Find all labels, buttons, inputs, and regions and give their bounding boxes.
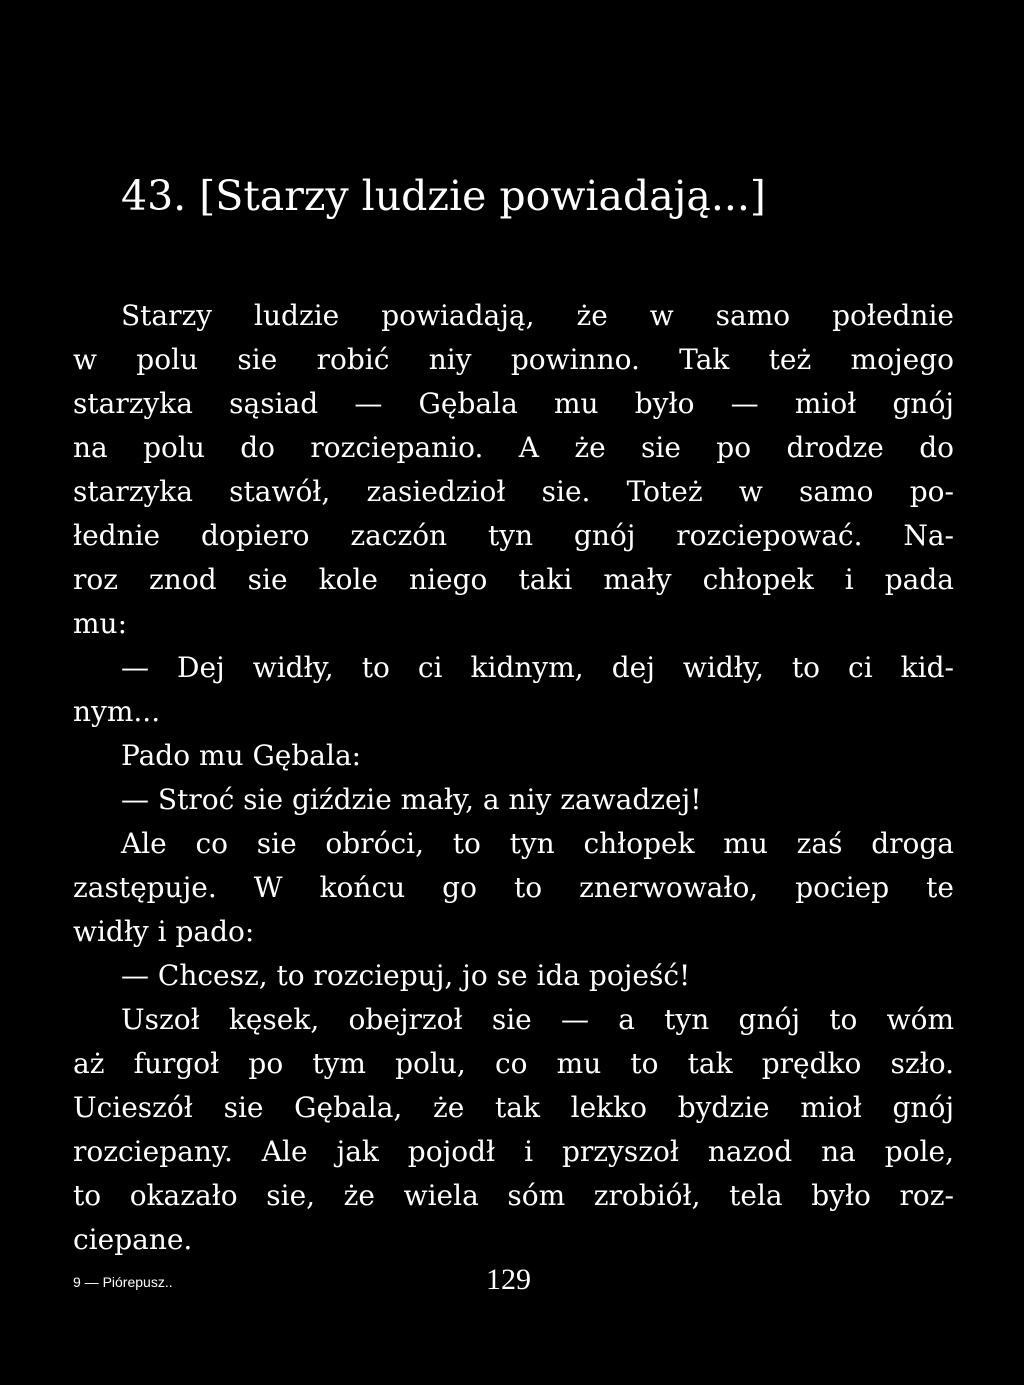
text-line: Pado mu Gębala:: [121, 739, 362, 772]
text-line: widły i pado:: [73, 915, 255, 948]
text-line: starzyka sąsiad — Gębala mu było — mioł gnój: [73, 387, 954, 420]
text-line: ciepane.: [73, 1223, 193, 1256]
text-line: w polu sie robić niy powinno. Tak też mojego: [73, 343, 954, 376]
text-line: roz znod sie kole niego taki mały chłopek i pada: [73, 563, 954, 596]
text-line: aż furgoł po tym polu, co mu to tak prędko szło.: [73, 1047, 954, 1080]
dialogue-line: — Stroć sie giździe mały, a niy zawadzej!: [121, 783, 702, 816]
text-line: Ucieszół sie Gębala, że tak lekko bydzie mioł gnój: [73, 1091, 954, 1124]
text-line: na polu do rozciepanio. A że sie po drodze do: [73, 431, 954, 464]
text-line: Ale co sie obróci, to tyn chłopek mu zaś droga: [121, 827, 954, 860]
text-line: Starzy ludzie powiadają, że w samo połednie: [121, 299, 954, 332]
text-line: to okazało sie, że wiela sóm zrobiół, tela było roz-: [73, 1179, 954, 1212]
page-number: 129: [486, 1263, 531, 1296]
text-line: łednie dopiero zaczón tyn gnój rozciepować. Na-: [73, 519, 954, 552]
text-line: rozciepany. Ale jak pojodł i przyszoł nazod na pole,: [73, 1135, 954, 1168]
text-line: nym...: [73, 695, 161, 728]
chapter-heading: 43. [Starzy ludzie powiadają...]: [121, 172, 766, 220]
text-line: mu:: [73, 607, 128, 640]
text-line: starzyka stawół, zasiedzioł sie. Toteż w samo po-: [73, 475, 954, 508]
text-line: zastępuje. W końcu go to znerwowało, pociep te: [73, 871, 954, 904]
dialogue-line: — Chcesz, to rozciepuj, jo se ida pojeść!: [121, 959, 691, 992]
dialogue-line: — Dej widły, to ci kidnym, dej widły, to ci kid-: [121, 651, 954, 684]
text-line: Uszoł kęsek, obejrzoł sie — a tyn gnój to wóm: [121, 1003, 954, 1036]
printer-signature: 9 — Piórepusz..: [73, 1274, 173, 1290]
